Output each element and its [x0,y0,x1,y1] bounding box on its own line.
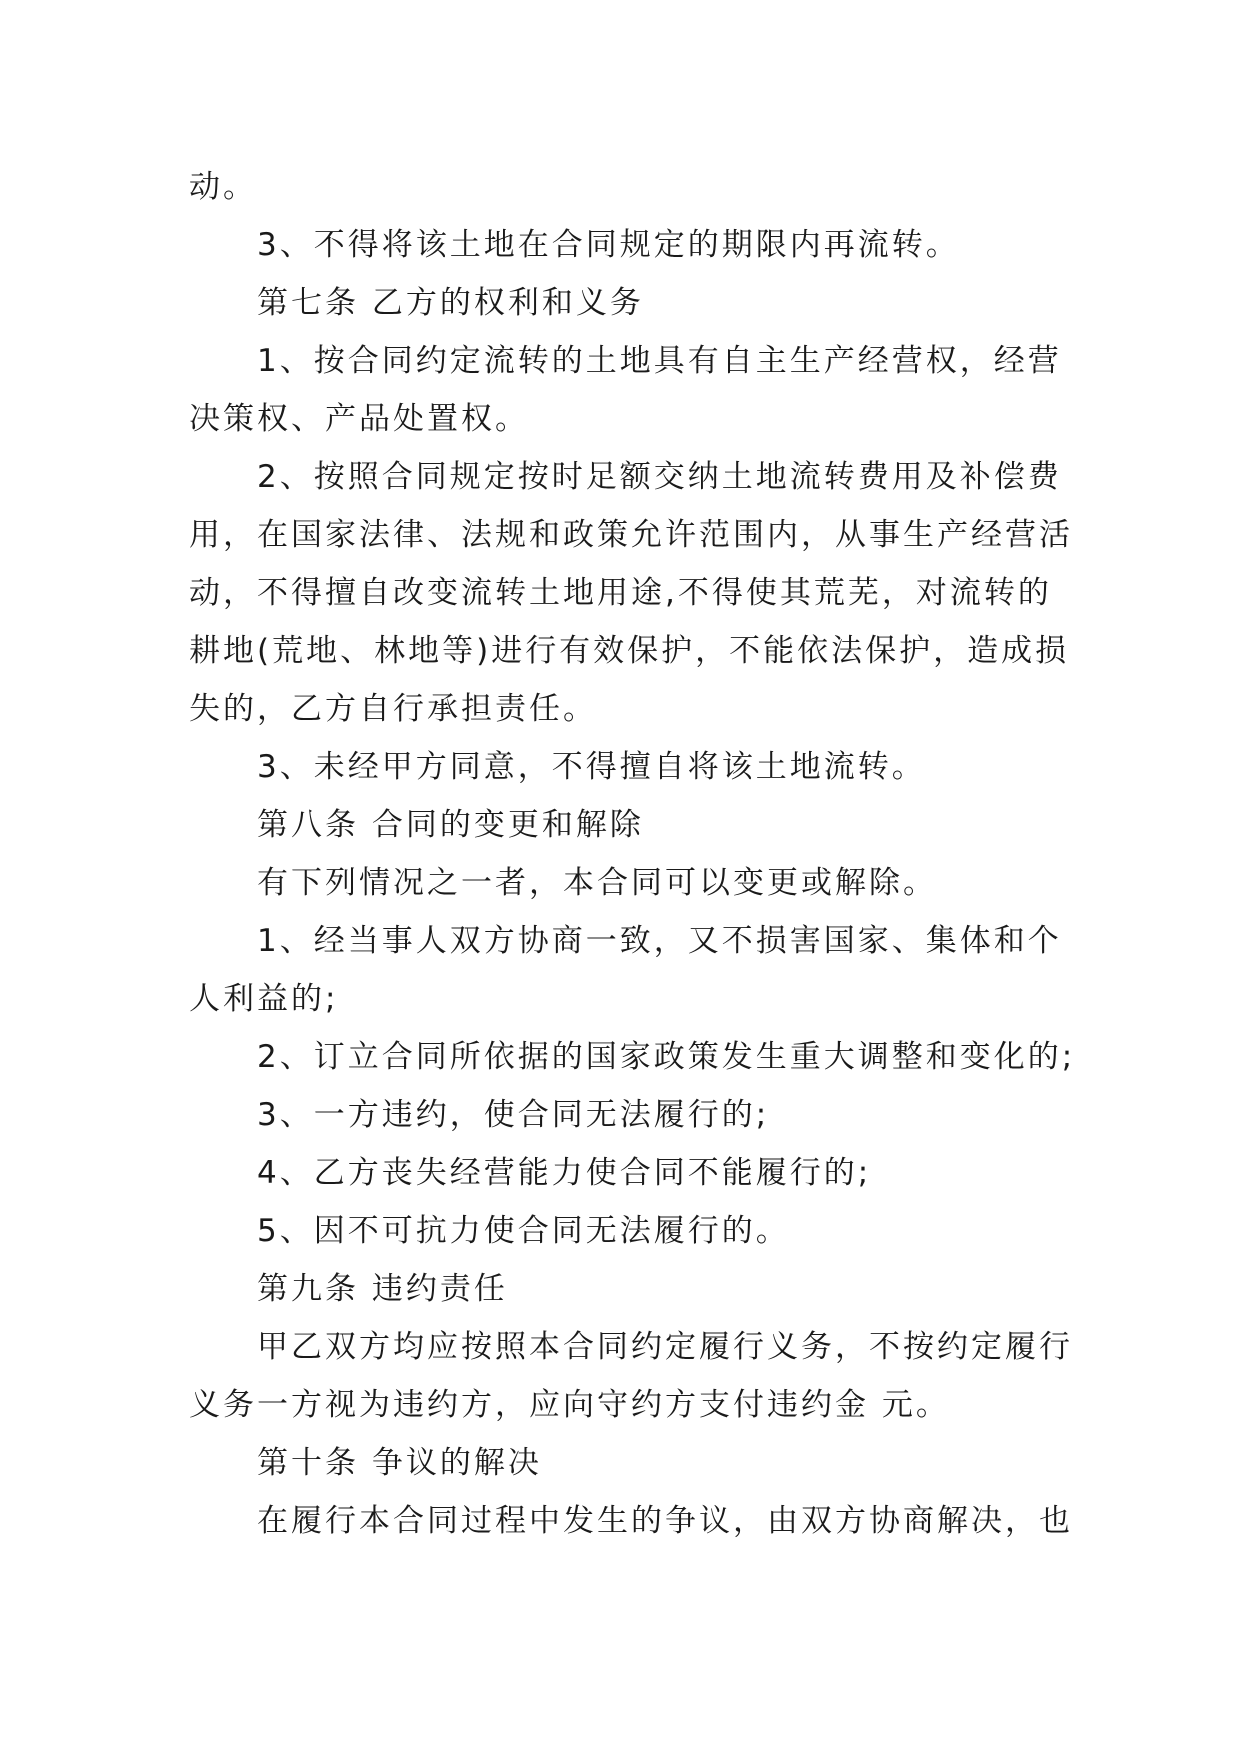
text-line: 2、订立合同所依据的国家政策发生重大调整和变化的; [257,1039,1076,1075]
document-body [189,158,1076,1550]
article-heading: 第九条 违约责任 [257,1271,508,1307]
text-line: 耕地(荒地、林地等)进行有效保护，不能依法保护，造成损 [189,633,1070,669]
text-line: 动。 [189,169,257,205]
article-heading: 第七条 乙方的权利和义务 [257,285,644,321]
text-line: 用，在国家法律、法规和政策允许范围内，从事生产经营活 [189,517,1073,553]
text-line: 甲乙双方均应按照本合同约定履行义务，不按约定履行 [257,1329,1073,1365]
text-line: 在履行本合同过程中发生的争议，由双方协商解决，也 [257,1503,1073,1539]
text-line: 决策权、产品处置权。 [189,401,529,437]
article-heading: 第八条 合同的变更和解除 [257,807,644,843]
text-line: 1、按合同约定流转的土地具有自主生产经营权，经营 [257,343,1062,379]
text-line: 有下列情况之一者，本合同可以变更或解除。 [257,865,937,901]
text-line: 5、因不可抗力使合同无法履行的。 [257,1213,790,1249]
text-line: 动，不得擅自改变流转土地用途,不得使其荒芜，对流转的 [189,575,1052,611]
text-line: 3、一方违约，使合同无法履行的; [257,1097,770,1133]
article-heading: 第十条 争议的解决 [257,1445,542,1481]
text-line: 4、乙方丧失经营能力使合同不能履行的; [257,1155,872,1191]
text-line: 失的，乙方自行承担责任。 [189,691,597,727]
text-line: 2、按照合同规定按时足额交纳土地流转费用及补偿费 [257,459,1062,495]
text-line: 义务一方视为违约方，应向守约方支付违约金 元。 [189,1387,950,1423]
text-line: 人利益的; [189,981,339,1017]
text-line: 1、经当事人双方协商一致，又不损害国家、集体和个 [257,923,1062,959]
text-line: 3、不得将该土地在合同规定的期限内再流转。 [257,227,960,263]
text-line: 3、未经甲方同意，不得擅自将该土地流转。 [257,749,926,785]
